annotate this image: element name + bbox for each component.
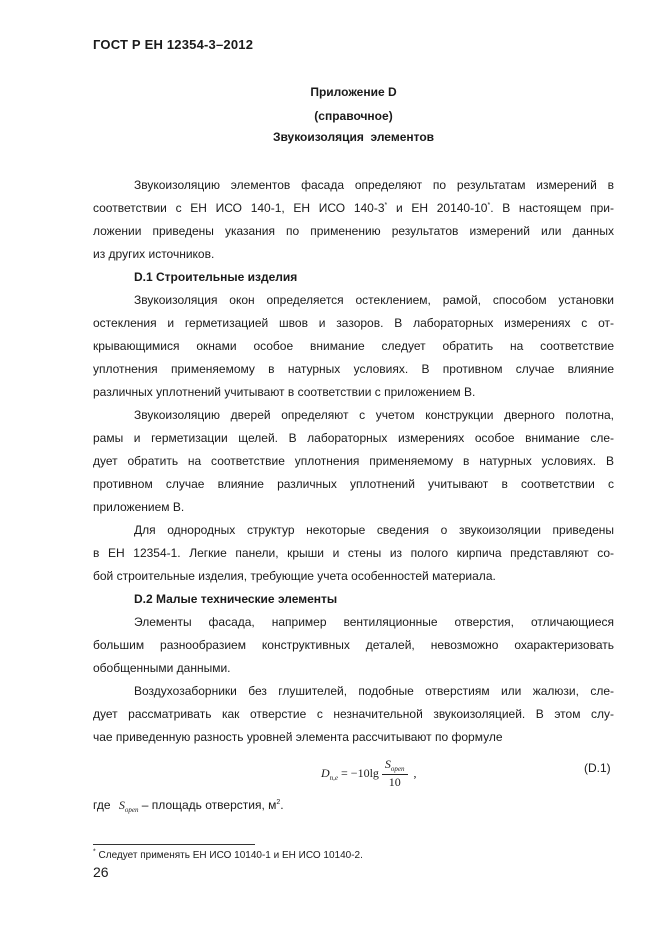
section-heading-d2: D.2 Малые технические элементы — [134, 592, 338, 606]
formula-lhs: D — [321, 766, 330, 780]
text-line: бой строительные изделия, требующие учета особенностей материала. — [93, 569, 496, 583]
text-line: остекления и герметизацией швов и зазоров. В лабораторных измерениях с от- — [93, 316, 614, 330]
formula-number: (D.1) — [584, 761, 611, 775]
where-symbol-subscript: open — [124, 806, 139, 814]
formula-explanation: где $S_{open}$ – площадь отверстия, $м^2$. — [93, 798, 284, 814]
text-line: приложением В. — [93, 500, 185, 514]
formula-operator: = −10lg — [341, 766, 379, 780]
formula-lhs-subscript: n,e — [329, 773, 339, 782]
text-line: рамы и герметизации щелей. В лабораторных измерениях особое внимание сле- — [93, 431, 614, 445]
formula-d1 — [321, 757, 417, 790]
text-line: из других источников. — [93, 247, 215, 261]
footnote-mark: * — [384, 202, 388, 209]
appendix-title: Приложение D — [310, 85, 397, 99]
text-line: обобщенными данными. — [93, 661, 231, 675]
text-line: Для однородных структур некоторые сведения о звукоизоляции приведены — [134, 523, 614, 537]
text-line: большим разнообразием конструктивных деталей, невозможно охарактеризовать — [93, 638, 614, 652]
text-line: крывающимися окнами особое внимание следует обратить на соответствие — [93, 339, 614, 353]
text-line: чае приведенную разность уровней элемента рассчитывают по формуле — [93, 730, 503, 744]
appendix-type: (справочное) — [314, 109, 393, 123]
text-line: различных уплотнений учитывают в соответствии с приложением В. — [93, 385, 476, 399]
footnote-text: Следует применять ЕН ИСО 10140-1 и ЕН ИСО 10140-2. — [95, 850, 363, 861]
text-line: Элементы фасада, например вентиляционные отверстия, отличающиеся — [134, 615, 614, 629]
text-line: Звукоизоляцию элементов фасада определяют по результатам измерений в — [134, 178, 614, 192]
footnote — [93, 850, 363, 861]
page-number: 26 — [93, 864, 109, 880]
unit-superscript: 2 — [276, 799, 281, 806]
footnote-mark: * — [487, 202, 491, 209]
formula-trailing-comma: , — [413, 766, 417, 780]
text-line: соответствии с ЕН ИСО 140-1, ЕН ИСО 140-3* и ЕН 20140-10*. В настоящем при- — [93, 201, 614, 215]
formula-numerator: S — [384, 757, 391, 771]
formula-fraction — [382, 757, 408, 790]
text-line: дует рассматривать как отверстие с незначительной звукоизоляцией. В этом слу- — [93, 707, 614, 721]
formula-numerator-subscript: open — [390, 765, 405, 773]
footnote-separator — [93, 844, 255, 845]
section-heading-d1: D.1 Строительные изделия — [134, 270, 298, 284]
where-prefix: где — [93, 798, 111, 812]
appendix-subject: Звукоизоляция элементов — [272, 130, 435, 144]
text-line: Звукоизоляцию дверей определяют с учетом конструкции дверного полотна, — [134, 408, 614, 422]
footnote-mark: * — [93, 848, 96, 856]
where-text: – площадь отверстия, м — [138, 798, 277, 812]
text-line: Звукоизоляция окон определяется остеклением, рамой, способом установки — [134, 293, 614, 307]
text-line: в ЕН 12354-1. Легкие панели, крыши и стены из полого кирпича представляют со- — [93, 546, 614, 560]
text-line: дует обратить на соответствие уплотнения применяемому в натурных условиях. В — [93, 454, 614, 468]
text-line: ложении приведены указания по применению результатов измерений или данных — [93, 224, 614, 238]
text-line: Воздухозаборники без глушителей, подобные отверстиям или жалюзи, сле- — [134, 684, 614, 698]
document-header-code: ГОСТ Р ЕН 12354-3–2012 — [93, 37, 254, 52]
formula-denominator: 10 — [388, 775, 401, 789]
where-symbol: S — [118, 798, 125, 812]
text-line: уплотнения применяемому в натурных условиях. В противном случае влияние — [93, 362, 614, 376]
text-line: противном случае влияние различных уплотнений учитывают в соответствии с — [93, 477, 614, 491]
